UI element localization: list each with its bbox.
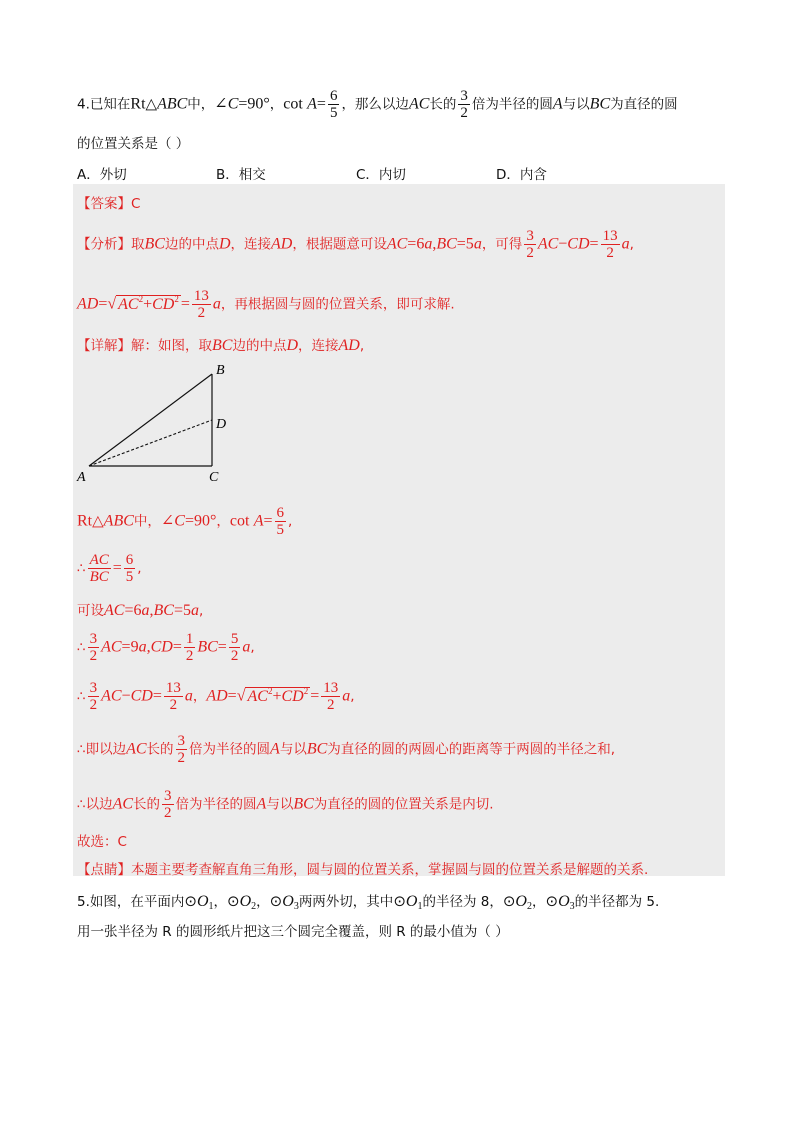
question-5-line2: 用一张半径为 R 的圆形纸片把这三个圆完全覆盖，则 R 的最小值为（ ）: [77, 924, 509, 940]
fraction-3-2: $\frac{3}{2}$: [526, 228, 534, 261]
option-c: C．内切: [356, 167, 406, 183]
analysis-text: ，可得: [481, 236, 523, 253]
q4-stem-text: 中，: [187, 96, 215, 113]
detail-line-conclusion: [77, 788, 494, 821]
detail-line1: 【详解】解：如图，取BC边的中点D，连接AD,: [77, 337, 365, 354]
answer-tag: 【答案】: [77, 196, 131, 212]
detail-line-cd: ∴ $\frac{3}{2}$ AC=9a,CD= $\frac{1}{2}$ BC= $\frac{5}{2}$ a,: [77, 631, 255, 664]
detail-text: 倍为半径的圆: [189, 741, 271, 758]
detail-text: 可设: [77, 603, 104, 619]
label-a: A: [77, 470, 86, 485]
circle-dot-icon: ⊙: [227, 892, 240, 910]
q4-stem-text: 4.已知在: [77, 96, 131, 113]
therefore-icon: ∴: [77, 796, 86, 813]
fraction-6-5: $\frac{6}{5}$: [125, 552, 134, 585]
comment-tag: 【点睛】: [77, 862, 131, 878]
math-abc: ABC: [103, 512, 134, 530]
math-a: a: [342, 687, 351, 705]
question-4-stem-line1: [77, 88, 678, 121]
detail-text: 为直径的圆的两圆心的距离等于两圆的半径之和,: [327, 741, 616, 758]
math-expr: AC=9a,CD=: [101, 638, 182, 656]
q4-stem-text: 长的: [429, 96, 457, 113]
detail-text: 以边: [85, 796, 113, 813]
segment-ad-dashed: [89, 420, 212, 466]
detail-line-rt: Rt△ABC中，∠C=90°，cot A= $\frac{6}{5}$ ,: [77, 505, 293, 538]
math-o3: $O_3$: [282, 893, 299, 912]
analysis-text: 边的中点: [164, 236, 219, 253]
q4-stem-text: 倍为半径的圆: [471, 96, 553, 113]
math-ad: AD: [338, 337, 360, 354]
choose-line: 故选：C: [77, 834, 127, 850]
fraction-1-2: $\frac{1}{2}$: [185, 631, 194, 664]
circle-dot-icon: ⊙: [269, 892, 283, 910]
math-a: A: [552, 95, 563, 113]
math-eq: =90°: [238, 95, 270, 113]
math-bc: BC: [306, 740, 328, 758]
analysis-text: ，连接: [230, 236, 272, 253]
math-a: A: [307, 95, 317, 113]
math-cot: cot: [283, 95, 303, 113]
math-d: D: [218, 235, 231, 253]
math-ad-sqrt: AD=√ $AC^2+CD^2$ =: [206, 685, 320, 705]
detail-text: 即以边: [85, 741, 127, 758]
fraction-13-2: $\frac{13}{2}$: [323, 680, 339, 713]
question-5-line1: 5.如图，在平面内$⊙O_1$，$⊙O_2$，$⊙O_3$两两外切，其中$⊙O_1$的半径为 8，$⊙O_2$，$⊙O_3$的半径都为 5.: [77, 892, 660, 912]
math-a: A: [253, 512, 264, 530]
math-a: a: [184, 687, 193, 705]
math-expr: BC=: [197, 638, 227, 656]
analysis-text: 取: [131, 236, 145, 253]
math-o2: $O_2$: [239, 893, 257, 912]
analysis-text: ，再根据圆与圆的位置关系，即可求解.: [220, 296, 455, 313]
math-ad-sqrt: AD=√ $AC^2+CD^2$ =: [77, 293, 190, 313]
math-abc: ABC: [157, 95, 188, 113]
triangle-icon: △: [92, 511, 104, 530]
fraction-13-2: $\frac{13}{2}$: [165, 680, 181, 713]
detail-text: 为直径的圆的位置关系是内切.: [313, 796, 494, 813]
comment-text: 本题主要考查解直角三角形，圆与圆的位置关系，掌握圆与圆的位置关系是解题的关系.: [131, 862, 649, 878]
therefore-icon: ∴: [77, 741, 86, 758]
q5-text: 的半径为 8，: [422, 894, 503, 910]
fraction-3-2: $\frac{3}{2}$: [89, 680, 98, 713]
segment-ab: [89, 374, 212, 466]
triangle-icon: △: [145, 94, 158, 113]
fraction-13-2: $\frac{13}{2}$: [193, 288, 209, 321]
analysis-text: ，根据题意可设: [292, 236, 387, 253]
detail-text: ，连接: [298, 338, 339, 354]
q5-text: 的半径都为 5.: [574, 894, 660, 910]
analysis-line1: 【分析】取BC边的中点D，连接AD，根据题意可设AC=6a,BC=5a，可得 $\frac{3}{2}$ AC−CD= $\frac{13}{2}$ a,: [77, 228, 634, 261]
detail-text: 倍为半径的圆: [175, 796, 257, 813]
detail-line-ad: ∴ $\frac{3}{2}$ AC−CD= $\frac{13}{2}$ a，AD=√ $AC^2+CD^2$ = $\frac{13}{2}$ a,: [77, 680, 355, 713]
math-rt: Rt: [130, 95, 146, 113]
therefore-icon: ∴: [77, 639, 86, 656]
detail-text: 解：如图，取: [131, 338, 212, 354]
q4-stem-text: ，: [269, 96, 284, 113]
math-a: a: [242, 638, 251, 656]
detail-text: 长的: [133, 796, 161, 813]
math-o2: $O_2$: [515, 893, 532, 912]
math-expr: AC−CD=: [101, 687, 162, 705]
math-bc: BC: [212, 337, 233, 354]
question-4-stem-line2: [77, 132, 189, 152]
detail-text: 与以: [266, 796, 294, 813]
analysis-line2: [77, 288, 455, 321]
math-eq: =: [316, 95, 326, 113]
detail-line-set: 可设AC=6a,BC=5a,: [77, 602, 204, 619]
math-angle-c: ∠C=90°: [160, 512, 217, 530]
answer-line: [77, 192, 140, 212]
label-d: D: [216, 417, 227, 432]
fraction-ac-bc: $\frac{AC}{BC}$: [89, 552, 109, 585]
detail-line-ratio: ∴ $\frac{AC}{BC}$ = $\frac{6}{5}$ ,: [77, 552, 142, 585]
fraction-6-5: $\frac{6}{5}$: [329, 88, 338, 121]
math-o1: $O_1$: [405, 893, 423, 912]
math-ac: AC: [112, 795, 134, 813]
math-bc: BC: [589, 95, 611, 113]
math-a: A: [256, 795, 267, 813]
detail-text: 边的中点: [232, 338, 287, 354]
q5-text: 两两外切，其中: [298, 894, 394, 910]
option-d: D．内含: [496, 167, 547, 183]
label-c: C: [209, 470, 219, 485]
math-cot: cot: [229, 512, 250, 530]
math-bc: BC: [293, 795, 314, 813]
math-bc: BC: [144, 235, 165, 253]
detail-line-sum: [77, 733, 615, 766]
fraction-13-2: $\frac{13}{2}$: [602, 228, 618, 261]
math-rt: Rt: [77, 512, 93, 530]
therefore-icon: ∴: [77, 560, 86, 577]
fraction-3-2: $\frac{3}{2}$: [460, 88, 468, 121]
detail-tag: 【详解】: [77, 338, 131, 354]
q4-stem-text: ，那么以边: [341, 96, 409, 113]
answer-value: C: [131, 196, 141, 212]
math-eq-ac: AC=6a,BC=5a: [104, 602, 199, 619]
math-a: A: [270, 740, 280, 758]
math-ad: AD: [271, 235, 293, 253]
math-d: D: [286, 337, 299, 354]
math-o1: $O_1$: [196, 893, 214, 912]
circle-dot-icon: ⊙: [502, 892, 516, 910]
triangle-figure: [70, 360, 250, 485]
circle-dot-icon: ⊙: [545, 892, 559, 910]
math-ac: AC: [408, 95, 430, 113]
detail-text: 中，: [133, 513, 161, 530]
circle-dot-icon: ⊙: [184, 892, 197, 910]
option-a: A．外切: [77, 167, 127, 183]
analysis-tag: 【分析】: [77, 236, 131, 253]
fraction-5-2: $\frac{5}{2}$: [230, 631, 239, 664]
option-b: B．相交: [216, 167, 266, 183]
fraction-3-2: $\frac{3}{2}$: [89, 631, 98, 664]
q4-stem-text: 为直径的圆: [610, 96, 678, 113]
q5-text: 5.如图，在平面内: [77, 894, 185, 910]
math-eq-ac: AC=6a,BC=5a: [386, 235, 482, 253]
detail-text: 与以: [279, 741, 307, 758]
math-ac: AC: [126, 740, 147, 758]
fraction-6-5: $\frac{6}{5}$: [276, 505, 285, 538]
q4-stem-text: 与以: [562, 96, 590, 113]
label-b: B: [216, 363, 225, 378]
therefore-icon: ∴: [77, 688, 86, 705]
circle-dot-icon: ⊙: [393, 892, 406, 910]
math-a: a: [212, 295, 221, 313]
detail-text: 长的: [146, 741, 174, 758]
comment-line: [77, 858, 648, 878]
fraction-3-2: $\frac{3}{2}$: [177, 733, 186, 766]
math-expr: AC−CD=: [537, 235, 599, 253]
fraction-3-2: $\frac{3}{2}$: [164, 788, 172, 821]
math-angle-c: ∠C: [214, 95, 239, 113]
math-o3: $O_3$: [558, 893, 575, 912]
math-a: a: [621, 235, 630, 253]
q4-stem-text: 的位置关系是（ ）: [77, 136, 190, 152]
